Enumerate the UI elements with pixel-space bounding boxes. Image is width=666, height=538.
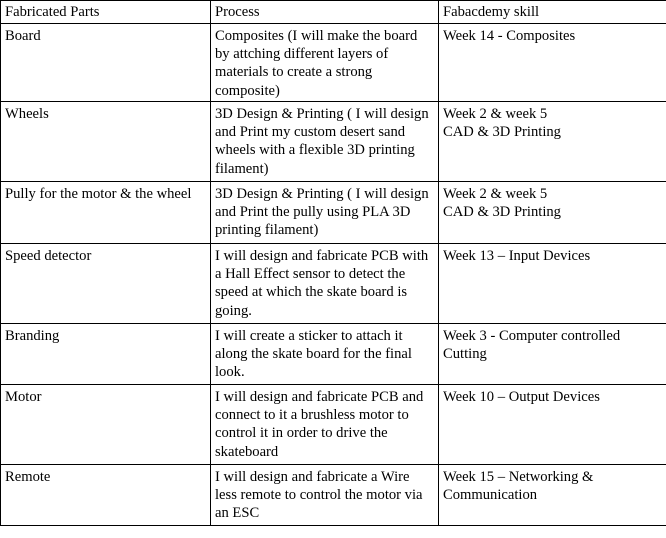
skill-line: Week 2 & week 5	[443, 186, 548, 202]
header-row	[1, 1, 666, 24]
skill-line: Week 2 & week 5	[443, 106, 548, 122]
skill-cell	[439, 182, 666, 244]
header-fabricated-parts: Fabricated Parts	[1, 1, 211, 24]
process-cell: I will design and fabricate PCB and connect to it a brushless motor to control it in order to drive the skateboard	[211, 385, 439, 465]
skill-line: CAD & 3D Printing	[443, 204, 561, 221]
header-fabacdemy-skill: Fabacdemy skill	[439, 1, 666, 24]
table-row	[1, 182, 666, 244]
process-cell: 3D Design & Printing ( I will design and Print the pully using PLA 3D printing filament)	[211, 182, 439, 244]
process-cell: I will create a sticker to attach it along the skate board for the final look.	[211, 324, 439, 385]
table-body	[1, 24, 666, 526]
process-cell: I will design and fabricate a Wire less remote to control the motor via an ESC	[211, 465, 439, 526]
skill-cell	[439, 324, 666, 385]
skill-cell	[439, 244, 666, 324]
skill-cell	[439, 385, 666, 465]
part-cell: Remote	[1, 465, 211, 526]
part-cell: Speed detector	[1, 244, 211, 324]
skill-line: Week 10 – Output Devices	[443, 389, 600, 405]
table-row	[1, 244, 666, 324]
skill-cell	[439, 24, 666, 102]
part-cell: Pully for the motor & the wheel	[1, 182, 211, 244]
skill-cell	[439, 102, 666, 182]
skill-line: Week 3 - Computer controlled Cutting	[443, 328, 621, 363]
part-cell: Branding	[1, 324, 211, 385]
table-header	[1, 1, 666, 24]
process-cell: 3D Design & Printing ( I will design and Print my custom desert sand wheels with a flexible 3D printing filament)	[211, 102, 439, 182]
table-row	[1, 465, 666, 526]
header-process: Process	[211, 1, 439, 24]
table-row	[1, 324, 666, 385]
process-cell: I will design and fabricate PCB with a Hall Effect sensor to detect the speed at which the skate board is going.	[211, 244, 439, 324]
table-row	[1, 24, 666, 102]
skill-line: Week 13 – Input Devices	[443, 248, 591, 264]
process-cell: Composites (I will make the board by attching different layers of materials to create a strong composite)	[211, 24, 439, 102]
table-row	[1, 385, 666, 465]
skill-cell	[439, 465, 666, 526]
skill-line: Week 14 - Composites	[443, 28, 576, 44]
table-row	[1, 102, 666, 182]
skill-line: CAD & 3D Printing	[443, 124, 561, 141]
part-cell: Motor	[1, 385, 211, 465]
skill-line: Week 15 – Networking & Communication	[443, 469, 594, 504]
part-cell: Board	[1, 24, 211, 102]
part-cell: Wheels	[1, 102, 211, 182]
